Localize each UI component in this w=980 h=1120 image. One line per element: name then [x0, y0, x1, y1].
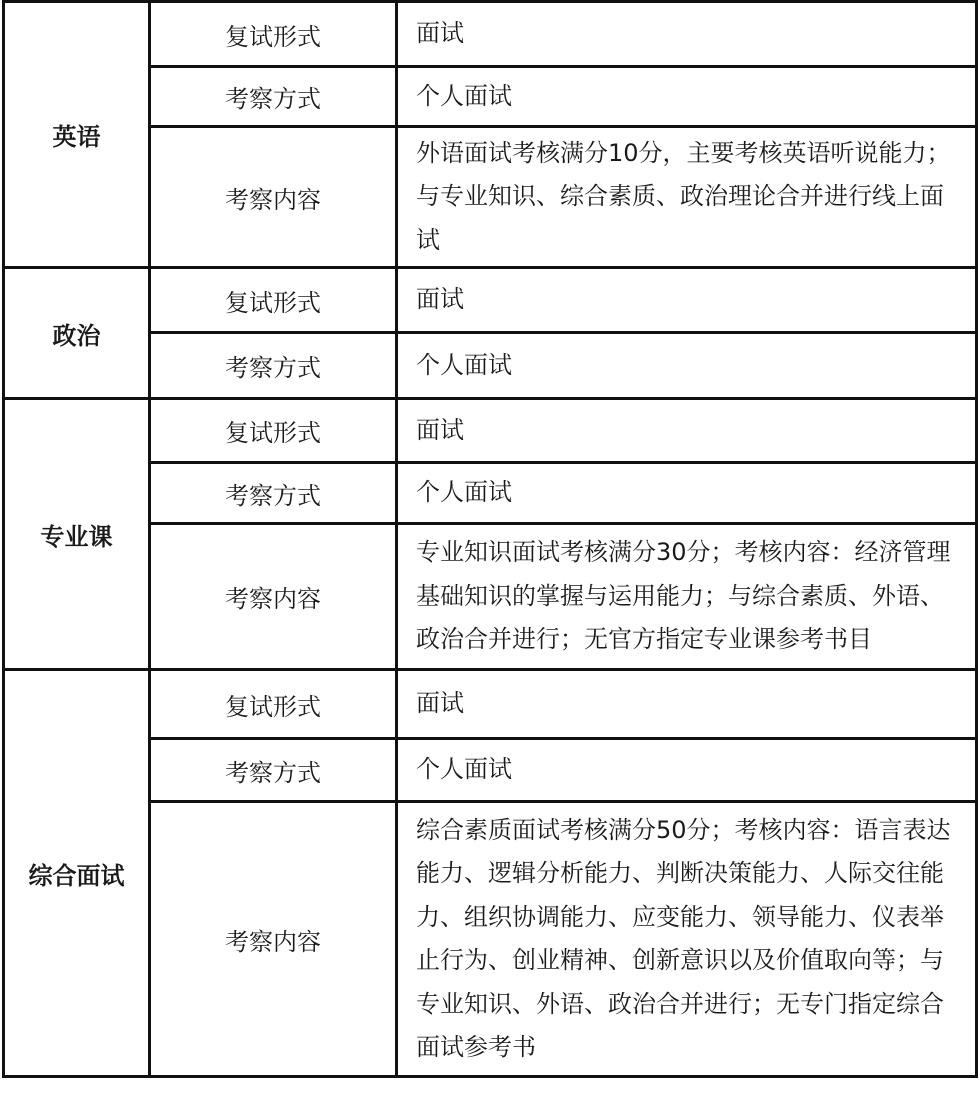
row-label: 考察方式	[150, 463, 397, 524]
retest-info-table	[2, 0, 978, 1078]
table-row	[4, 67, 977, 127]
table-row	[4, 802, 977, 1077]
row-label: 复试形式	[150, 670, 397, 739]
row-label: 考察内容	[150, 524, 397, 670]
row-label: 考察方式	[150, 67, 397, 127]
row-value: 外语面试考核满分10分，主要考核英语听说能力；与专业知识、综合素质、政治理论合并进行线上面试	[397, 127, 977, 268]
subject-cell: 综合面试	[4, 670, 150, 1077]
row-value: 面试	[397, 670, 977, 739]
row-label: 考察内容	[150, 127, 397, 268]
table-row	[4, 670, 977, 739]
row-value: 面试	[397, 268, 977, 333]
table-row	[4, 399, 977, 463]
row-value: 面试	[397, 2, 977, 67]
row-value: 综合素质面试考核满分50分；考核内容：语言表达能力、逻辑分析能力、判断决策能力、人际交往能力、组织协调能力、应变能力、领导能力、仪表举止行为、创业精神、创新意识以及价值取向等；与专业知识、外语、政治合并进行；无专门指定综合面试参考书	[397, 802, 977, 1077]
table-row	[4, 2, 977, 67]
row-value: 个人面试	[397, 739, 977, 802]
table-row	[4, 268, 977, 333]
subject-cell: 政治	[4, 268, 150, 399]
subject-cell: 专业课	[4, 399, 150, 670]
row-value: 个人面试	[397, 463, 977, 524]
table-row	[4, 739, 977, 802]
row-label: 考察方式	[150, 333, 397, 399]
row-value: 个人面试	[397, 333, 977, 399]
row-value: 面试	[397, 399, 977, 463]
row-label: 复试形式	[150, 399, 397, 463]
subject-cell: 英语	[4, 2, 150, 268]
row-label: 考察方式	[150, 739, 397, 802]
row-label: 复试形式	[150, 2, 397, 67]
row-value: 专业知识面试考核满分30分；考核内容：经济管理基础知识的掌握与运用能力；与综合素质、外语、政治合并进行；无官方指定专业课参考书目	[397, 524, 977, 670]
row-label: 复试形式	[150, 268, 397, 333]
row-label: 考察内容	[150, 802, 397, 1077]
table-row	[4, 333, 977, 399]
table-row	[4, 463, 977, 524]
table-row	[4, 127, 977, 268]
table-row	[4, 524, 977, 670]
row-value: 个人面试	[397, 67, 977, 127]
